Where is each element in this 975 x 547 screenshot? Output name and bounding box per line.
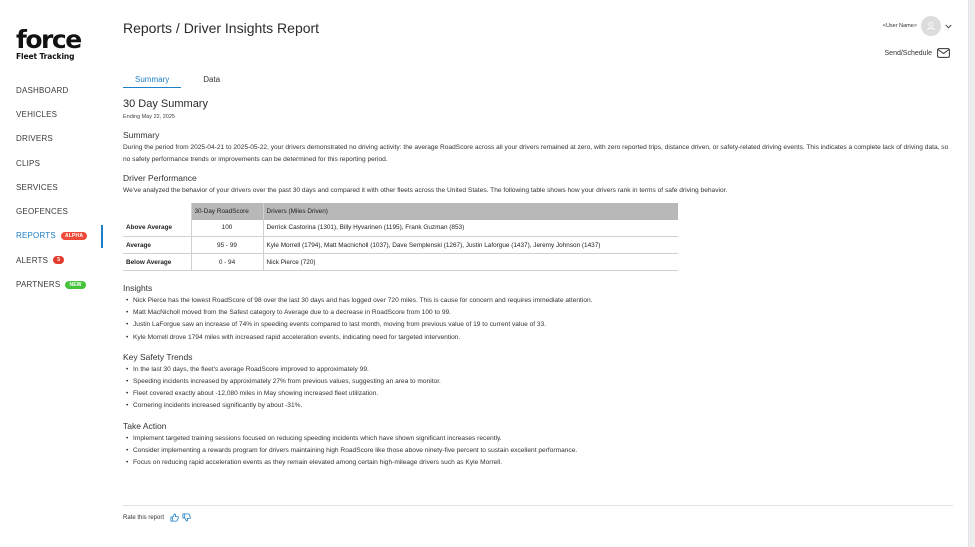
trends-list	[123, 364, 953, 413]
sidebar-item-label: GEOFENCES	[16, 207, 69, 217]
user-icon	[926, 21, 936, 31]
sidebar-item-label: CLIPS	[16, 158, 41, 168]
trends-heading: Key Safety Trends	[123, 351, 193, 362]
sidebar-nav	[0, 78, 103, 297]
sidebar-item-vehicles[interactable]	[0, 102, 103, 126]
summary-text: During the period from 2025-04-21 to 2025-05-22, your drivers demonstrated no driving activity: the average RoadScore across all your drivers remained at zero, with zero reported trips, distance driven, or safety-related driving events. This indicates a complete lack of driving data, so no safety performance trends or improvements can be determined for this reporting period.	[123, 144, 949, 163]
mail-icon	[937, 48, 950, 58]
column-header-roadscore: 30-Day RoadScore	[191, 203, 263, 220]
rate-report-bar	[123, 505, 953, 522]
list-item: • Matt MacNicholl moved from the Safest category to Average due to a decrease in RoadScore from 100 to 99.	[123, 307, 953, 319]
user-name: <User Name>	[882, 23, 917, 29]
row-score: 100	[191, 220, 263, 237]
tab-summary[interactable]: Summary	[123, 74, 181, 88]
row-drivers: Nick Pierce (720)	[263, 254, 678, 271]
new-badge: NEW	[65, 281, 85, 289]
table-row	[123, 254, 678, 271]
summary-heading: Summary	[123, 130, 160, 140]
list-item: • Kyle Morrell drove 1794 miles with increased rapid acceleration events, indicating need for targeted intervention.	[123, 332, 953, 344]
sidebar-item-services[interactable]	[0, 175, 103, 199]
report-tabs	[123, 74, 232, 88]
brand-sub: Fleet Tracking	[16, 52, 75, 61]
row-score: 0 - 94	[191, 254, 263, 271]
insights-list	[123, 295, 953, 344]
report-heading: 30 Day Summary	[123, 98, 208, 110]
sidebar-item-label: VEHICLES	[16, 109, 58, 119]
list-item: • Fleet covered exactly about -12,080 miles in May showing increased fleet utilization.	[123, 388, 953, 400]
table-row	[123, 237, 678, 254]
brand-logo[interactable]	[16, 27, 81, 61]
list-item: • Focus on reducing rapid acceleration events as they remain elevated among certain high-mileage drivers such as Kyle Morrell.	[123, 457, 953, 469]
list-item: • Nick Pierce has the lowest RoadScore of 98 over the last 30 days and has logged over 720 miles. This is cause for concern and requires immediate attention.	[123, 295, 953, 307]
sidebar-item-dashboard[interactable]	[0, 78, 103, 102]
sidebar-item-partners[interactable]	[0, 272, 103, 296]
rate-label: Rate this report	[123, 514, 165, 521]
sidebar-item-clips[interactable]	[0, 151, 103, 175]
table-row	[123, 220, 678, 237]
report-ending-date: Ending May 22, 2025	[123, 114, 175, 120]
brand-word: force	[16, 25, 81, 54]
action-list	[123, 433, 953, 470]
sidebar-item-label: PARTNERS	[16, 280, 61, 290]
sidebar-item-reports[interactable]	[0, 224, 103, 248]
sidebar-item-label: DASHBOARD	[16, 85, 69, 95]
list-item: • Justin LaForgue saw an increase of 74% in speeding events compared to last month, moving from previous value of 19 to current value of 33.	[123, 319, 953, 331]
user-menu[interactable]	[883, 16, 952, 36]
performance-text: We've analyzed the behavior of your drivers over the past 30 days and compared it with other fleets across the United States. The following table shows how your drivers rank in terms of safe driving behavior.	[123, 187, 728, 194]
list-item: • Consider implementing a rewards program for drivers maintaining high RoadScore like those above ninety-five percent to sustain excellent performance.	[123, 445, 953, 457]
thumbs-up-icon[interactable]	[170, 513, 179, 522]
sidebar-item-drivers[interactable]	[0, 127, 103, 151]
sidebar-item-label: DRIVERS	[16, 134, 53, 144]
alpha-badge: ALPHA	[61, 232, 87, 240]
main-panel	[103, 0, 969, 547]
column-header-drivers: Drivers (Miles Driven)	[263, 203, 678, 220]
list-item: • Implement targeted training sessions focused on reducing speeding incidents which have shown significant increases recently.	[123, 433, 953, 445]
performance-table	[123, 203, 678, 272]
performance-heading: Driver Performance	[123, 173, 197, 183]
insights-heading: Insights	[123, 283, 153, 293]
row-score: 95 - 99	[191, 237, 263, 254]
row-drivers: Kyle Morrell (1794), Matt Macnicholl (1037), Dave Semplenski (1267), Justin Laforgue (1437), Jeremy Johnson (1437)	[263, 237, 678, 254]
sidebar-item-label: SERVICES	[16, 182, 58, 192]
row-label: Average	[123, 237, 191, 254]
report-content	[123, 98, 953, 469]
sidebar-item-geofences[interactable]	[0, 199, 103, 223]
sidebar	[0, 0, 103, 547]
avatar[interactable]	[921, 16, 941, 36]
sidebar-item-alerts[interactable]	[0, 248, 103, 272]
row-label: Below Average	[123, 254, 191, 271]
action-heading: Take Action	[123, 420, 167, 431]
tab-data[interactable]: Data	[203, 75, 221, 84]
alerts-count-badge: 5	[53, 256, 64, 264]
list-item: • In the last 30 days, the fleet's average RoadScore improved to approximately 99.	[123, 364, 953, 376]
row-label: Above Average	[123, 220, 191, 237]
column-header-blank	[123, 203, 191, 220]
sidebar-item-label: REPORTS	[16, 231, 56, 241]
table-header-row	[123, 203, 678, 220]
send-schedule-label: Send/Schedule	[884, 49, 932, 57]
list-item: • Speeding incidents increased by approximately 27% from previous values, suggesting an area to monitor.	[123, 376, 953, 388]
sidebar-item-label: ALERTS	[16, 255, 49, 265]
row-drivers: Derrick Castorina (1301), Billy Hyvarinen (1195), Frank Guzman (853)	[263, 220, 678, 237]
page-title: Reports / Driver Insights Report	[123, 20, 320, 36]
list-item: • Cornering incidents increased significantly by about -31%.	[123, 400, 953, 412]
thumbs-down-icon[interactable]	[182, 513, 191, 522]
send-schedule-button[interactable]	[885, 48, 950, 58]
chevron-down-icon[interactable]	[945, 24, 952, 29]
